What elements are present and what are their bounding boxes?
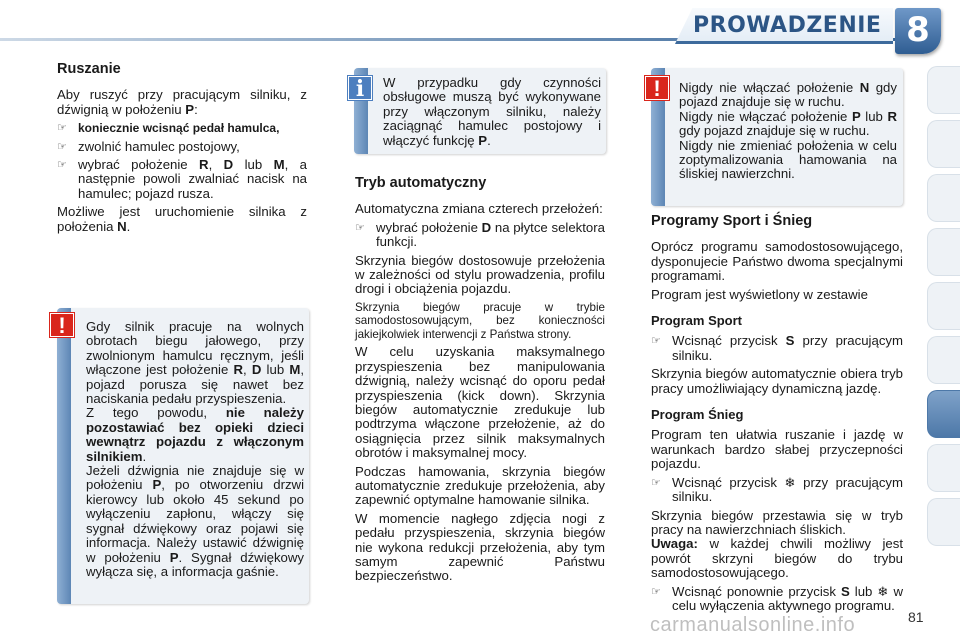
bullet-text: wybrać położenie xyxy=(376,219,482,235)
text: gdy pojazd znajduje się w ruchu. xyxy=(679,123,870,139)
programy-title: Programy Sport i Śnieg xyxy=(651,213,813,229)
list-item xyxy=(57,140,307,154)
exclamation-icon: ! xyxy=(645,76,669,100)
exclamation-icon: ! xyxy=(50,313,74,337)
key-d: D xyxy=(251,362,262,378)
bullet-text: zwolnić hamulec postojowy, xyxy=(78,138,240,154)
text: Nigdy nie włączać położenie xyxy=(679,80,860,95)
uwaga-text: w każdej chwili możliwy jest powrót skrzyni biegów do trybu samodostosowującego. xyxy=(651,536,903,581)
key-n: N xyxy=(859,80,870,95)
programy-section xyxy=(651,214,903,617)
key-d: D xyxy=(223,157,234,173)
key-m: M xyxy=(289,362,301,378)
key-p: P xyxy=(478,132,488,148)
key-p: P xyxy=(169,549,179,565)
tryb-p2: Skrzynia biegów pracuje w trybie samodostosowującym, bez konieczności jakiejkolwiek interwencji z Państwa strony. xyxy=(355,300,605,341)
programy-p1: Oprócz programu samodostosowującego, dysponujecie Państwo dwoma specjalnymi programami. xyxy=(651,239,903,284)
warning-right-body xyxy=(679,81,897,182)
chapter-number: 8 xyxy=(906,10,930,50)
chapter-tab[interactable] xyxy=(927,444,960,492)
chapter-tab[interactable] xyxy=(927,498,960,546)
key-s: S xyxy=(785,333,795,349)
watermark: carmanualsonline.info xyxy=(650,614,856,636)
key-d: D xyxy=(481,219,492,235)
info-box xyxy=(354,68,606,154)
key-n: N xyxy=(117,218,127,234)
list-item xyxy=(57,121,307,135)
pointing-hand-icon: ☞ xyxy=(651,585,661,598)
text: . Sygnał dźwiękowy wyłącza się, a informacja gaśnie. xyxy=(86,549,304,579)
bullet-text: wybrać położenie xyxy=(78,157,200,173)
pointing-hand-icon: ☞ xyxy=(651,476,661,489)
warning-right-l2 xyxy=(679,110,897,139)
snowflake-icon: ❄ xyxy=(784,474,796,490)
warning-left-p3 xyxy=(86,464,304,579)
chapter-tab[interactable] xyxy=(927,336,960,384)
key-r: R xyxy=(199,157,209,173)
ruszanie-title: Ruszanie xyxy=(57,61,121,77)
text: Jeżeli dźwignia nie znajduje się w położeniu xyxy=(86,463,304,493)
info-icon: i xyxy=(348,76,372,100)
programy-p2: Program jest wyświetlony w zestawie xyxy=(651,286,868,302)
sep: lub xyxy=(261,362,290,378)
text: lub xyxy=(860,108,888,124)
tryb-p4: Podczas hamowania, skrzynia biegów automatycznie zredukuje przełożenia, aby zapewnić optymalne hamowanie silnika. xyxy=(355,463,605,508)
snowflake-icon: ❄ xyxy=(877,583,889,599)
bullet-text: koniecznie wcisnąć pedał hamulca, xyxy=(78,121,280,136)
intro-end: : xyxy=(194,101,198,117)
text: W przypadku gdy czynności obsługowe muszą być wykonywane przy włączonym silniku, należy zaciągnąć hamulec postojowy i włączyć funkcję xyxy=(383,75,601,148)
sep: , xyxy=(243,362,252,378)
key-p: P xyxy=(152,477,162,493)
list-item xyxy=(651,585,903,614)
key-r: R xyxy=(887,108,897,124)
text: . xyxy=(487,132,491,148)
chapter-tab[interactable] xyxy=(927,174,960,222)
key-s: S xyxy=(840,583,850,599)
warning-left-body xyxy=(86,320,304,579)
chapter-tab[interactable] xyxy=(927,228,960,276)
chapter-tab[interactable] xyxy=(927,120,960,168)
chapter-tabs xyxy=(927,66,960,552)
warning-left-p1 xyxy=(86,320,304,406)
tryb-p5: W momencie nagłego zdjęcia nogi z pedału przyspieszenia, skrzynia biegów nie wykona redukcji przełożenia, aby tym samym zapewnić Państwu bezpieczeństwo. xyxy=(355,510,605,584)
bullet-text: w celu wyłączenia aktywnego programu. xyxy=(672,583,904,613)
list-item xyxy=(355,221,605,250)
key-p: P xyxy=(185,101,195,117)
info-text xyxy=(383,76,601,148)
bullet-text: Wcisnąć przycisk xyxy=(672,333,786,349)
tryb-section xyxy=(355,176,605,588)
page-number: 81 xyxy=(908,609,924,625)
key-m: M xyxy=(273,157,285,173)
tryb-intro: Automatyczna zmiana czterech przełożeń: xyxy=(355,201,603,217)
bullet-text: przy pracującym silniku. xyxy=(672,474,904,505)
bullet-text: Wcisnąć przycisk xyxy=(672,474,785,490)
bullet-text: , a następnie powoli zwalniać nacisk na hamulec; pojazd rusza. xyxy=(78,157,307,201)
pointing-hand-icon: ☞ xyxy=(57,140,67,153)
page-title: PROWADZENIE xyxy=(693,13,882,38)
box-accent-bar xyxy=(57,308,71,604)
warning-right-l3: Nigdy nie zmieniać położenia w celu zoptymalizowania hamowania na śliskiej nawierzchni. xyxy=(679,137,897,182)
text: Z tego powodu, xyxy=(86,405,226,421)
text: Gdy silnik pracuje na wolnych obrotach biegu jałowego, przy zwolnionym hamulcu ręcznym, jeśli włączone jest położenie xyxy=(86,319,304,378)
closing-end: . xyxy=(126,218,131,234)
key-p: P xyxy=(851,108,861,124)
key-r: R xyxy=(233,362,244,378)
pointing-hand-icon: ☞ xyxy=(355,221,365,234)
bullet-text: na płytce selektora funkcji. xyxy=(376,219,605,250)
chapter-badge xyxy=(895,8,941,54)
tryb-title: Tryb automatyczny xyxy=(355,175,487,191)
text: , pojazd porusza się nawet bez naciskania pedału przyspieszenia. xyxy=(86,362,305,407)
sep: , xyxy=(208,157,224,173)
text: . xyxy=(142,448,147,464)
bullet-text: przy pracującym silniku. xyxy=(672,333,903,363)
warning-box-left xyxy=(57,308,309,604)
uwaga-note xyxy=(651,537,903,580)
snieg-p2: Skrzynia biegów przestawia się w tryb pracy na nawierzchniach śliskich. xyxy=(651,507,903,537)
text: , po otworzeniu drzwi kierowcy lub około 45 sekund po wyłączeniu zapłonu, włączy się sygnał dźwiękowy oraz pojawi się informacja. Należy ustawić dźwignię w położeniu xyxy=(86,477,305,565)
text: Nigdy nie włączać położenie xyxy=(679,108,852,124)
chapter-tab[interactable] xyxy=(927,282,960,330)
ruszanie-closing xyxy=(57,205,307,234)
chapter-tab[interactable] xyxy=(927,66,960,114)
snieg-title: Program Śnieg xyxy=(651,407,744,423)
list-item xyxy=(651,476,903,505)
info-box-body xyxy=(383,76,601,148)
bullet-text: lub xyxy=(849,583,878,599)
text: gdy pojazd znajduje się w ruchu. xyxy=(679,80,897,110)
bullet-text: Wcisnąć ponownie przycisk xyxy=(672,583,841,599)
chapter-tab-active[interactable] xyxy=(927,390,960,438)
tryb-p3: W celu uzyskania maksymalnego przyspieszenia bez manipulowania dźwignią, należy wcisnąć do oporu pedał przyspieszenia (kick down). Skrzynia biegów automatycznie zredukuje lub podtrzyma włączone przełożenie, aż do osiągnięcia przez silnik maksymalnych obrotów i maksymalnej mocy. xyxy=(355,344,605,461)
pointing-hand-icon: ☞ xyxy=(57,159,67,172)
warning-box-right xyxy=(651,68,903,206)
sep: lub xyxy=(233,157,274,173)
snieg-p1: Program ten ułatwia ruszanie i jazdę w warunkach bardzo słabej przyczepności pojazdu. xyxy=(651,427,903,472)
warning-left-p2 xyxy=(86,406,304,464)
pointing-hand-icon: ☞ xyxy=(651,335,661,348)
sport-title: Program Sport xyxy=(651,313,743,329)
tryb-p1: Skrzynia biegów dostosowuje przełożenia w zależności od stylu prowadzenia, profilu drogi i obciążenia pojazdu. xyxy=(355,252,605,297)
sport-p: Skrzynia biegów automatycznie obiera tryb pracy umożliwiający dynamiczną jazdę. xyxy=(651,366,903,396)
list-item xyxy=(57,158,307,201)
uwaga-label: Uwaga: xyxy=(651,536,698,552)
ruszanie-intro xyxy=(57,88,307,117)
closing-text: Możliwe jest uruchomienie silnika z położenia xyxy=(57,204,307,234)
intro-text: Aby ruszyć przy pracującym silniku, z dźwignią w położeniu xyxy=(57,87,307,117)
ruszanie-section xyxy=(57,62,307,238)
list-item xyxy=(651,334,903,363)
pointing-hand-icon: ☞ xyxy=(57,122,67,135)
warning-right-l1 xyxy=(679,81,897,110)
emphasis: nie należy pozostawiać bez opieki dzieci wewnątrz pojazdu z włączonym silnikiem xyxy=(86,405,304,464)
